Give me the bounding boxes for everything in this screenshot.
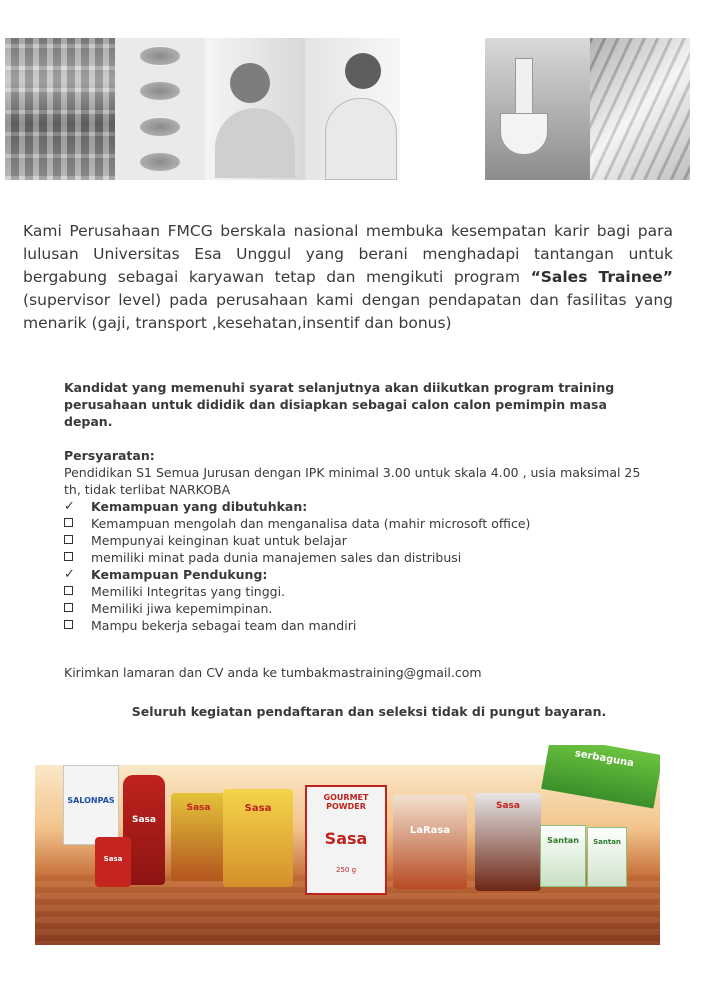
checkbox-icon bbox=[64, 620, 73, 629]
product-rendang-pack: Sasa bbox=[475, 793, 541, 891]
contact-email-line: Kirimkan lamaran dan CV anda ke tumbakmastraining@gmail.com bbox=[64, 665, 482, 680]
list-item-text: Memiliki jiwa kepemimpinan. bbox=[91, 601, 273, 616]
list-item bbox=[64, 600, 644, 617]
list-item bbox=[64, 515, 644, 532]
grains-photo bbox=[115, 38, 205, 180]
list-item bbox=[64, 617, 644, 634]
free-registration-note: Seluruh kegiatan pendaftaran dan seleksi tidak di pungut bayaran. bbox=[131, 704, 607, 719]
lab-flask-photo bbox=[485, 38, 590, 180]
woman-meditating-photo bbox=[205, 38, 305, 180]
product-seasoning-pack: Sasa bbox=[171, 793, 226, 881]
product-gourmet-powder bbox=[305, 785, 387, 895]
product-salonpas: SALONPAS bbox=[63, 765, 119, 845]
skills-list bbox=[64, 498, 644, 634]
skills-support-title: Kemampuan Pendukung: bbox=[91, 567, 268, 582]
warehouse-photo bbox=[5, 38, 115, 180]
product-larasa: LaRasa bbox=[393, 795, 467, 889]
header-photo-banner bbox=[5, 38, 690, 180]
checkbox-icon bbox=[64, 518, 73, 527]
woman-smiling-photo bbox=[305, 38, 400, 180]
intro-text-2: (supervisor level) pada perusahaan kami dengan pendapatan dan fasilitas yang menarik (gaji, transport ,kesehatan,insentif dan bonus) bbox=[23, 290, 673, 332]
list-item-text: Kemampuan mengolah dan menganalisa data (mahir microsoft office) bbox=[91, 516, 531, 531]
checkbox-icon bbox=[64, 586, 73, 595]
program-name: “Sales Trainee” bbox=[530, 267, 673, 286]
building-photo bbox=[590, 38, 690, 180]
checkbox-icon bbox=[64, 603, 73, 612]
list-item bbox=[64, 532, 644, 549]
product-noodle-seasoning-pack: Sasa bbox=[223, 789, 293, 887]
candidate-note: Kandidat yang memenuhi syarat selanjutnya akan diikutkan program training perusahaan untuk dididik dan disiapkan sebagai calon calon pemimpin masa depan. bbox=[64, 380, 615, 429]
product-sambal-jar: Sasa bbox=[95, 837, 131, 887]
skills-needed-title: Kemampuan yang dibutuhkan: bbox=[91, 499, 308, 514]
list-item bbox=[64, 583, 644, 600]
product-santan-carton-2: Santan bbox=[587, 827, 627, 887]
product-box-serbaguna: serbaguna bbox=[541, 745, 660, 808]
intro-paragraph bbox=[23, 220, 673, 335]
list-item-text: Mempunyai keinginan kuat untuk belajar bbox=[91, 533, 347, 548]
blank-panel bbox=[400, 38, 485, 180]
checkbox-icon bbox=[64, 552, 73, 561]
check-icon: ✓ bbox=[64, 499, 75, 514]
product-sauce-bottle: Sasa bbox=[123, 775, 165, 885]
product-showcase-photo bbox=[35, 745, 660, 945]
list-item bbox=[64, 549, 644, 566]
list-item-text: memiliki minat pada dunia manajemen sales dan distribusi bbox=[91, 550, 462, 565]
gourmet-weight: 250 g bbox=[335, 866, 357, 874]
requirements-body: Pendidikan S1 Semua Jurusan dengan IPK minimal 3.00 untuk skala 4.00 , usia maksimal 25 th, tidak terlibat NARKOBA bbox=[64, 465, 641, 497]
requirements-section bbox=[64, 379, 644, 720]
checkbox-icon bbox=[64, 535, 73, 544]
check-icon: ✓ bbox=[64, 567, 75, 582]
gourmet-title: GOURMET POWDER bbox=[323, 793, 369, 811]
list-item-text: Mampu bekerja sebagai team dan mandiri bbox=[91, 618, 357, 633]
skills-needed-heading bbox=[64, 498, 644, 515]
product-santan-carton: Santan bbox=[540, 825, 586, 887]
skills-support-heading bbox=[64, 566, 644, 583]
requirements-title: Persyaratan: bbox=[64, 448, 155, 463]
list-item-text: Memiliki Integritas yang tinggi. bbox=[91, 584, 286, 599]
intro-text-1: Kami Perusahaan FMCG berskala nasional membuka kesempatan karir bagi para lulusan Universitas Esa Unggul yang berani menghadapi tantangan untuk bergabung sebagai karyawan tetap dan mengikuti program bbox=[23, 221, 673, 286]
gourmet-brand: Sasa bbox=[324, 829, 368, 848]
